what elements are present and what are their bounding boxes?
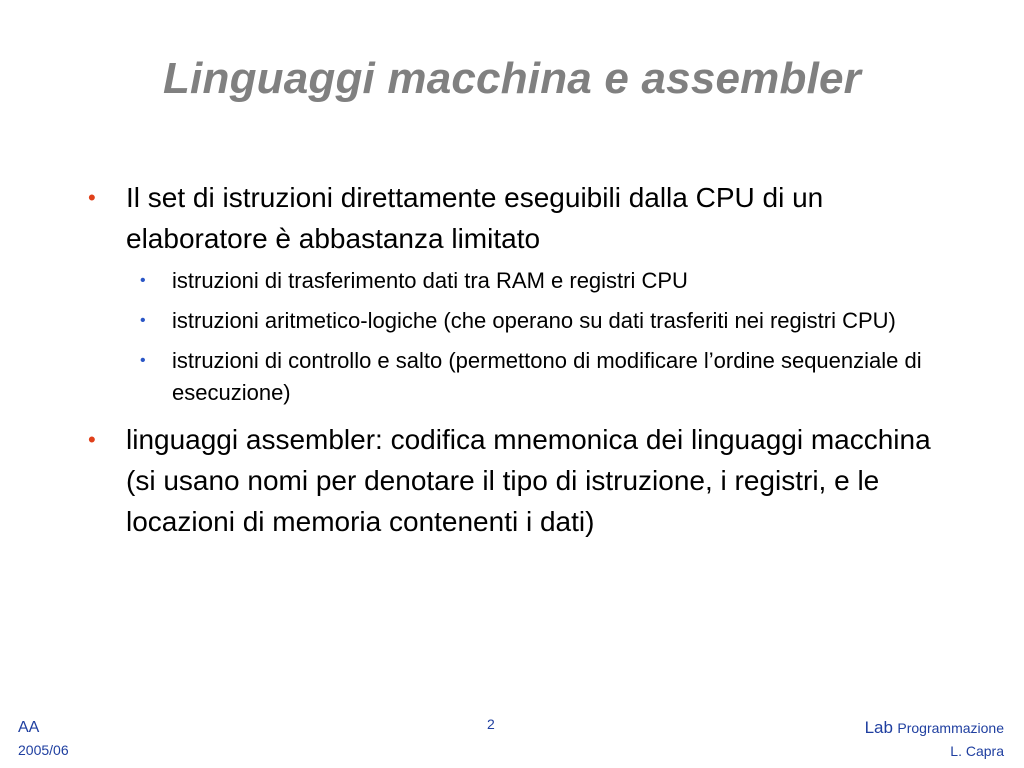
sub-bullet-text: istruzioni aritmetico-logiche (che operano su dati trasferiti nei registri CPU): [172, 308, 896, 333]
footer-course: [865, 717, 1004, 762]
footer-author: L. Capra: [950, 743, 1004, 759]
bullet-item: [88, 419, 948, 542]
bullet-text: Il set di istruzioni direttamente eseguibili dalla CPU di un elaboratore è abbastanza limitato: [126, 182, 824, 254]
bullet-dot-icon: •: [88, 427, 96, 452]
sub-bullet-item: [126, 305, 948, 337]
bullet-item: [88, 177, 948, 409]
sub-bullet-text: istruzioni di trasferimento dati tra RAM e registri CPU: [172, 268, 688, 293]
sub-bullet-dot-icon: •: [140, 272, 146, 289]
footer-aa-label: AA: [18, 719, 40, 736]
page-number: 2: [487, 716, 495, 732]
slide-title: Linguaggi macchina e assembler: [162, 54, 861, 103]
sub-bullet-item: [126, 265, 948, 297]
sub-bullet-item: [126, 345, 948, 409]
footer-academic-year: [18, 717, 69, 761]
bullet-dot-icon: •: [88, 185, 96, 210]
sub-bullet-dot-icon: •: [140, 312, 146, 329]
sub-bullet-list: [126, 265, 948, 409]
footer-lab-label: Lab: [864, 718, 893, 737]
sub-bullet-dot-icon: •: [140, 352, 146, 369]
slide-body: [88, 177, 948, 548]
sub-bullet-text: istruzioni di controllo e salto (permettono di modificare l’ordine sequenziale di esecuzione): [172, 348, 922, 405]
bullet-text: linguaggi assembler: codifica mnemonica dei linguaggi macchina (si usano nomi per denotare il tipo di istruzione, i registri, e le locazioni di memoria contenenti i dati): [126, 424, 931, 537]
bullet-list: [88, 177, 948, 542]
footer-course-name: Programmazione: [897, 720, 1004, 736]
footer-year: 2005/06: [18, 742, 69, 758]
